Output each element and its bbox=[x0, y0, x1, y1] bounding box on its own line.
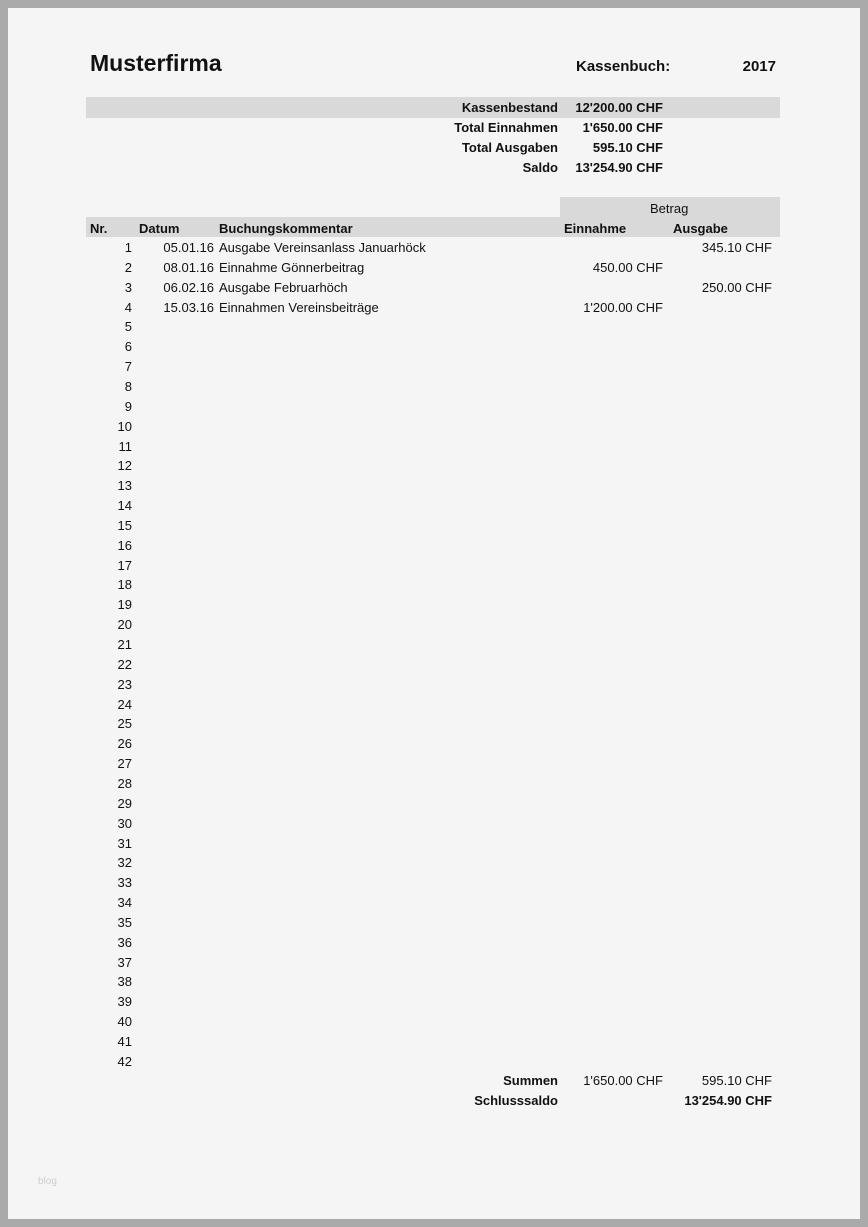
row-expense: 345.10 CHF bbox=[701, 240, 772, 255]
row-number: 4 bbox=[124, 299, 132, 315]
table-row bbox=[8, 635, 860, 655]
sums-label: Summen bbox=[503, 1073, 558, 1088]
table-row bbox=[8, 377, 860, 397]
summary-value: 12'200.00 CHF bbox=[575, 100, 663, 115]
row-number: 41 bbox=[117, 1034, 132, 1049]
column-header-comment: Buchungskommentar bbox=[219, 221, 353, 236]
row-number: 39 bbox=[117, 994, 132, 1010]
table-row bbox=[8, 913, 860, 933]
summary-label: Total Einnahmen bbox=[454, 120, 558, 135]
table-row bbox=[8, 476, 860, 496]
table-row bbox=[8, 456, 860, 476]
table-row bbox=[8, 695, 860, 715]
row-number: 13 bbox=[117, 478, 132, 494]
cashbook-label: Kassenbuch: bbox=[576, 58, 671, 75]
row-number: 3 bbox=[124, 279, 132, 295]
row-number: 31 bbox=[117, 835, 132, 851]
closing-balance-row bbox=[8, 1091, 860, 1111]
table-row bbox=[8, 1032, 860, 1052]
column-header-income: Einnahme bbox=[564, 221, 627, 236]
table-row bbox=[8, 317, 860, 337]
table-row bbox=[8, 754, 860, 774]
summary-value: 13'254.90 CHF bbox=[575, 160, 663, 175]
table-row bbox=[8, 1012, 860, 1032]
summary-value: 1'650.00 CHF bbox=[582, 120, 663, 135]
row-number: 12 bbox=[117, 458, 132, 474]
table-row bbox=[8, 516, 860, 536]
row-number: 17 bbox=[117, 557, 132, 573]
row-income: 450.00 CHF bbox=[592, 259, 663, 275]
table-row bbox=[8, 873, 860, 893]
amount-group-header: Betrag bbox=[650, 201, 689, 216]
row-number: 33 bbox=[117, 875, 132, 891]
row-number: 7 bbox=[124, 359, 132, 375]
row-number: 26 bbox=[117, 736, 132, 752]
row-comment: Einnahmen Vereinsbeiträge bbox=[219, 299, 379, 315]
table-row bbox=[8, 992, 860, 1012]
row-number: 28 bbox=[117, 775, 132, 791]
row-number: 19 bbox=[117, 597, 132, 613]
sums-row bbox=[8, 1071, 860, 1091]
table-row bbox=[8, 834, 860, 854]
table-row bbox=[8, 953, 860, 973]
row-number: 14 bbox=[117, 498, 132, 514]
row-number: 15 bbox=[117, 517, 132, 533]
row-comment: Ausgabe Vereinsanlass Januarhöck bbox=[219, 240, 426, 255]
table-row bbox=[8, 258, 860, 278]
table-row bbox=[8, 774, 860, 794]
summary-value: 595.10 CHF bbox=[592, 140, 663, 155]
row-number: 24 bbox=[117, 696, 132, 712]
cashbook-year: 2017 bbox=[742, 58, 776, 75]
closing-label: Schlusssaldo bbox=[474, 1093, 558, 1108]
row-number: 18 bbox=[117, 577, 132, 593]
row-comment: Einnahme Gönnerbeitrag bbox=[219, 259, 365, 275]
summary-row bbox=[8, 157, 860, 177]
table-row bbox=[8, 893, 860, 913]
summary-label: Kassenbestand bbox=[461, 100, 558, 115]
column-header-expense: Ausgabe bbox=[673, 221, 728, 236]
row-number: 35 bbox=[117, 914, 132, 930]
row-number: 10 bbox=[117, 418, 132, 434]
row-number: 30 bbox=[117, 815, 132, 831]
row-income: 1'200.00 CHF bbox=[583, 299, 663, 315]
row-number: 38 bbox=[117, 974, 132, 990]
row-number: 5 bbox=[124, 319, 132, 335]
row-number: 20 bbox=[117, 617, 132, 633]
table-row bbox=[8, 933, 860, 953]
table-row bbox=[8, 575, 860, 595]
row-date: 08.01.16 bbox=[163, 259, 214, 275]
row-number: 1 bbox=[124, 240, 132, 255]
company-name: Musterfirma bbox=[90, 50, 222, 76]
row-number: 8 bbox=[124, 378, 132, 394]
row-expense: 250.00 CHF bbox=[701, 279, 772, 295]
row-number: 40 bbox=[117, 1014, 132, 1030]
table-row bbox=[8, 417, 860, 437]
row-number: 37 bbox=[117, 954, 132, 970]
sums-income: 1'650.00 CHF bbox=[583, 1073, 663, 1088]
summary-label: Saldo bbox=[522, 160, 558, 175]
table-row bbox=[8, 397, 860, 417]
row-number: 23 bbox=[117, 676, 132, 692]
row-number: 9 bbox=[124, 398, 132, 414]
row-date: 05.01.16 bbox=[163, 240, 214, 255]
summary-label: Total Ausgaben bbox=[461, 140, 558, 155]
table-row bbox=[8, 238, 860, 258]
row-number: 32 bbox=[117, 855, 132, 871]
table-row bbox=[8, 853, 860, 873]
column-header-date: Datum bbox=[139, 221, 180, 236]
table-row bbox=[8, 814, 860, 834]
table-row bbox=[8, 734, 860, 754]
row-number: 27 bbox=[117, 756, 132, 772]
row-number: 22 bbox=[117, 656, 132, 672]
table-row bbox=[8, 357, 860, 377]
row-number: 42 bbox=[117, 1053, 132, 1069]
sums-expense: 595.10 CHF bbox=[701, 1073, 772, 1088]
summary-row bbox=[8, 117, 860, 137]
closing-value: 13'254.90 CHF bbox=[684, 1093, 772, 1108]
row-comment: Ausgabe Februarhöch bbox=[219, 279, 348, 295]
column-header-nr: Nr. bbox=[90, 221, 108, 236]
table-row bbox=[8, 278, 860, 298]
summary-row bbox=[8, 97, 860, 117]
table-row bbox=[8, 496, 860, 516]
row-number: 21 bbox=[117, 637, 132, 652]
table-row bbox=[8, 794, 860, 814]
table-row bbox=[8, 556, 860, 576]
row-date: 15.03.16 bbox=[163, 299, 214, 315]
row-number: 34 bbox=[117, 895, 132, 911]
row-number: 25 bbox=[117, 716, 132, 732]
watermark-text: blog bbox=[38, 1176, 57, 1187]
row-number: 6 bbox=[124, 339, 132, 355]
table-row bbox=[8, 337, 860, 357]
row-number: 2 bbox=[124, 259, 132, 275]
table-row bbox=[8, 615, 860, 635]
table-row bbox=[8, 972, 860, 992]
cashbook-page bbox=[8, 8, 860, 1219]
row-number: 16 bbox=[117, 537, 132, 553]
table-row bbox=[8, 675, 860, 695]
summary-row bbox=[8, 137, 860, 157]
row-number: 11 bbox=[118, 438, 132, 454]
table-row bbox=[8, 437, 860, 457]
table-row bbox=[8, 536, 860, 556]
row-date: 06.02.16 bbox=[163, 279, 214, 295]
table-row bbox=[8, 714, 860, 734]
table-row bbox=[8, 595, 860, 615]
table-row bbox=[8, 1052, 860, 1072]
table-row bbox=[8, 655, 860, 675]
row-number: 29 bbox=[117, 795, 132, 811]
table-row bbox=[8, 298, 860, 318]
row-number: 36 bbox=[117, 934, 132, 950]
